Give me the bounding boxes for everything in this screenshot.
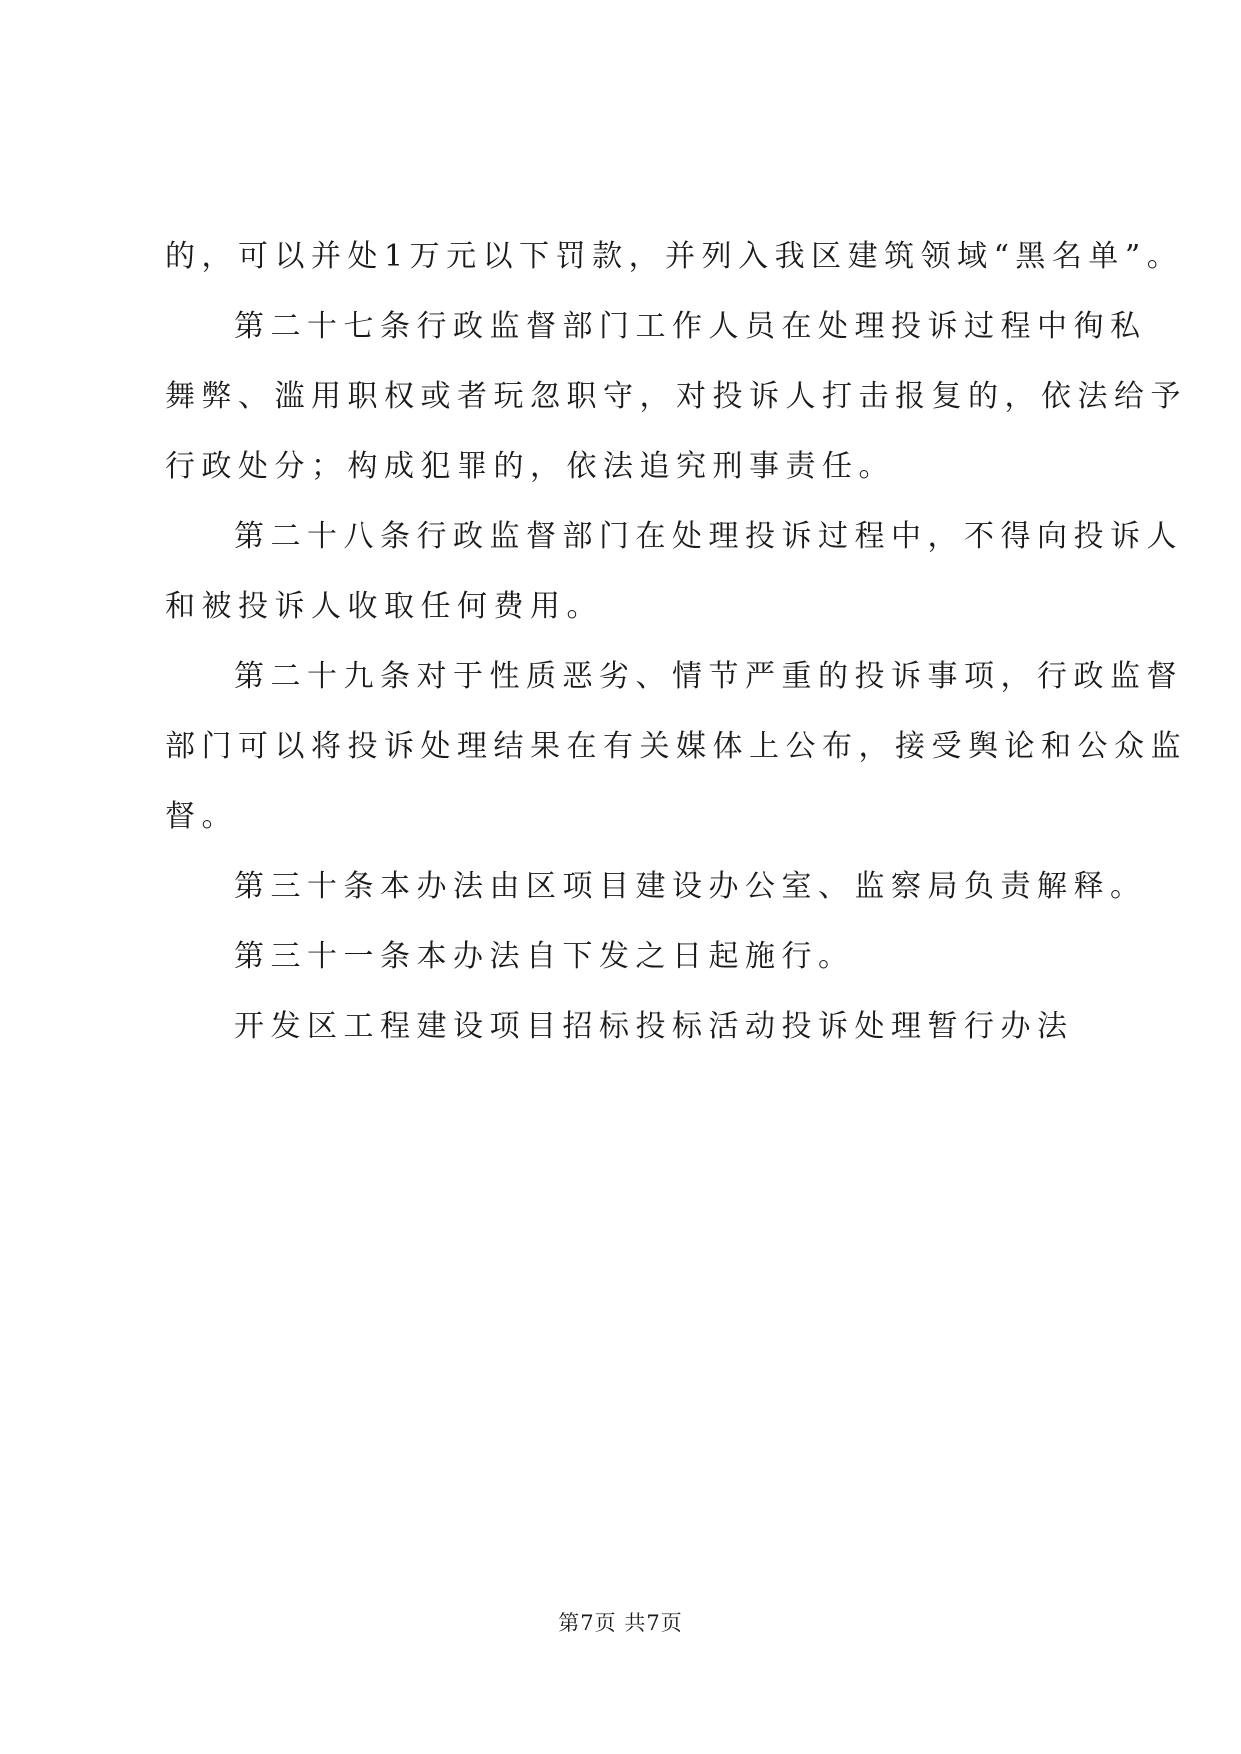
article-27-line-3: 行政处分；构成犯罪的，依法追究刑事责任。: [165, 449, 895, 484]
article-30-line: 第三十条本办法由区项目建设办公室、监察局负责解释。: [234, 869, 1147, 904]
article-29-line-1: 第二十九条对于性质恶劣、情节严重的投诉事项，行政监督: [234, 659, 1183, 694]
article-28-line-2: 和被投诉人收取任何费用。: [165, 589, 603, 624]
article-31-line: 第三十一条本办法自下发之日起施行。: [234, 939, 855, 974]
page-number: 第7页 共7页: [558, 1611, 683, 1635]
article-27-line-2: 舞弊、滥用职权或者玩忽职守，对投诉人打击报复的，依法给予: [165, 379, 1187, 414]
document-body: [165, 222, 1187, 1062]
article-29-line-2: 部门可以将投诉处理结果在有关媒体上公布，接受舆论和公众监: [165, 729, 1187, 764]
article-28-line-1: 第二十八条行政监督部门在处理投诉过程中，不得向投诉人: [234, 519, 1183, 554]
text-line: 的，可以并处1万元以下罚款，并列入我区建筑领域“黑名单”。: [165, 239, 1184, 274]
article-27-line-1: 第二十七条行政监督部门工作人员在处理投诉过程中徇私: [234, 309, 1147, 344]
document-closing-title: 开发区工程建设项目招标投标活动投诉处理暂行办法: [234, 1009, 1074, 1044]
article-29-line-3: 督。: [165, 799, 238, 834]
